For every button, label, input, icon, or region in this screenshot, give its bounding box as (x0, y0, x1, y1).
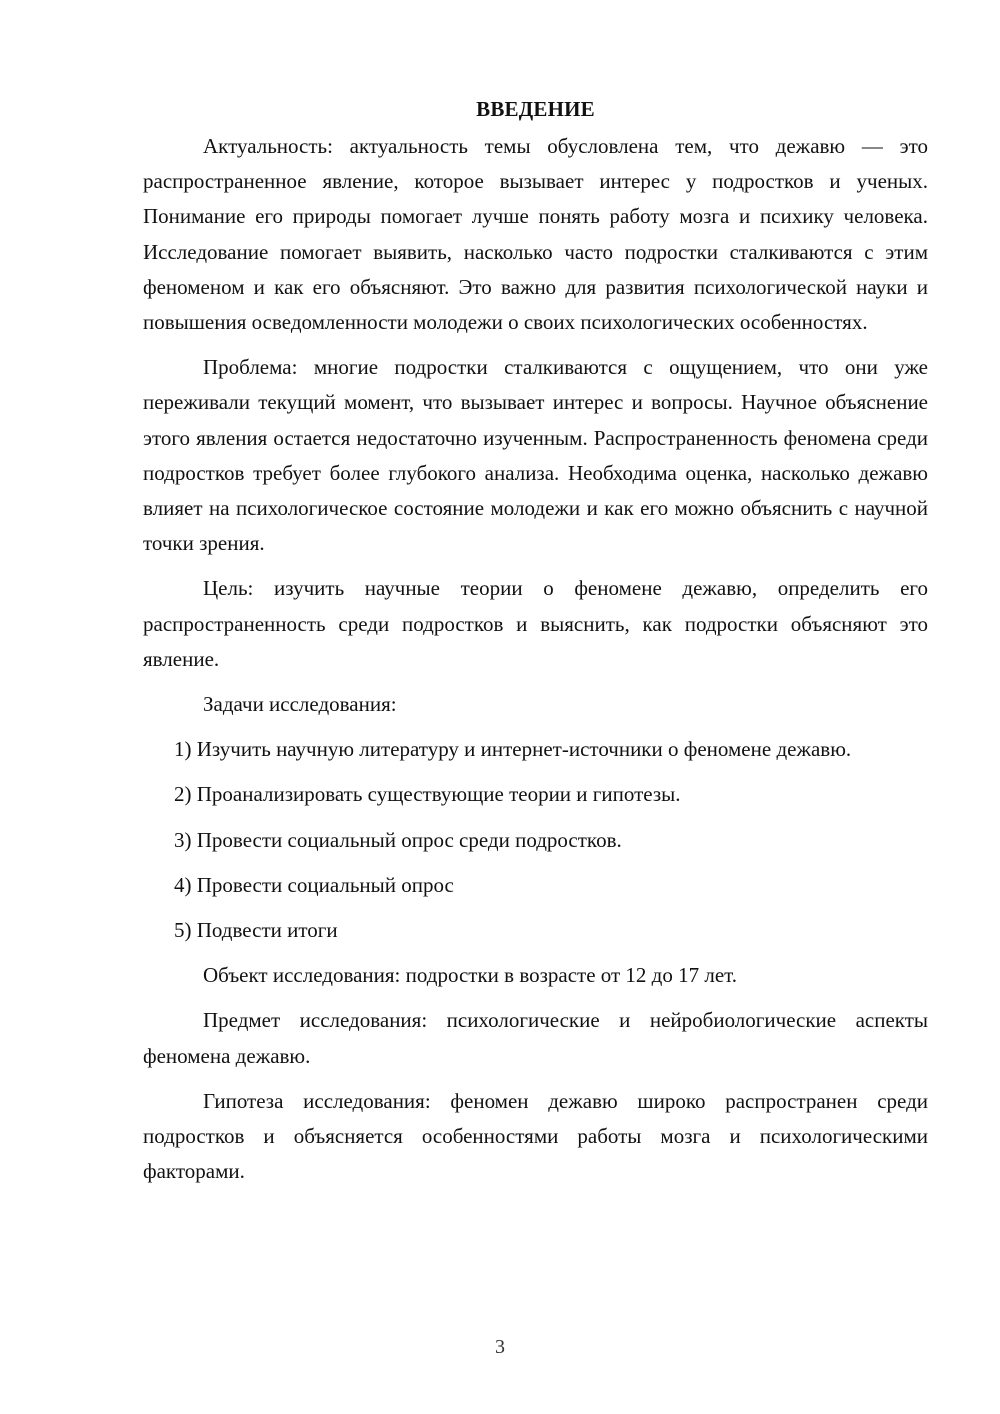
task-item-1: 1) Изучить научную литературу и интернет-источники о феномене дежавю. (174, 737, 852, 762)
paragraph-object: Объект исследования: подростки в возрасте от 12 до 17 лет. (203, 963, 738, 988)
paragraph-hypothesis: Гипотеза исследования: феномен дежавю широко распространен среди подростков и объясняется особенностями работы мозга и психологическими факторами. (143, 1088, 928, 1184)
page-number: 3 (495, 1336, 505, 1358)
task-item-2: 2) Проанализировать существующие теории и гипотезы. (174, 782, 681, 807)
paragraph-goal: Цель: изучить научные теории о феномене дежавю, определить его распространенность среди подростков и выяснить, как подростки объясняют это явление. (143, 576, 928, 671)
document-page (143, 92, 928, 1199)
task-item-5: 5) Подвести итоги (174, 918, 338, 943)
paragraph-tasks-heading: Задачи исследования: (203, 692, 397, 717)
paragraph-relevance: Актуальность: актуальность темы обусловлена тем, что дежавю — это распространенное явление, которое вызывает интерес у подростков и ученых. Понимание его природы помогает лучше понять работу мозга и психику человека. Исследование помогает выявить, насколько часто подростки сталкиваются с этим феноменом и как его объясняют. Это важно для развития психологической науки и повышения осведомленности молодежи о своих психологических особенностях. (143, 134, 928, 335)
section-title: ВВЕДЕНИЕ (476, 97, 595, 121)
task-item-4: 4) Провести социальный опрос (174, 872, 454, 897)
paragraph-problem: Проблема: многие подростки сталкиваются с ощущением, что они уже переживали текущий момент, что вызывает интерес и вопросы. Научное объяснение этого явления остается недостаточно изученным. Распространенность феномена среди подростков требует более глубокого анализа. Необходима оценка, насколько дежавю влияет на психологическое состояние молодежи и как его можно объяснить с научной точки зрения. (143, 355, 928, 556)
paragraph-subject: Предмет исследования: психологические и нейробиологические аспекты феномена дежавю. (143, 1008, 928, 1068)
task-item-3: 3) Провести социальный опрос среди подростков. (174, 827, 622, 852)
